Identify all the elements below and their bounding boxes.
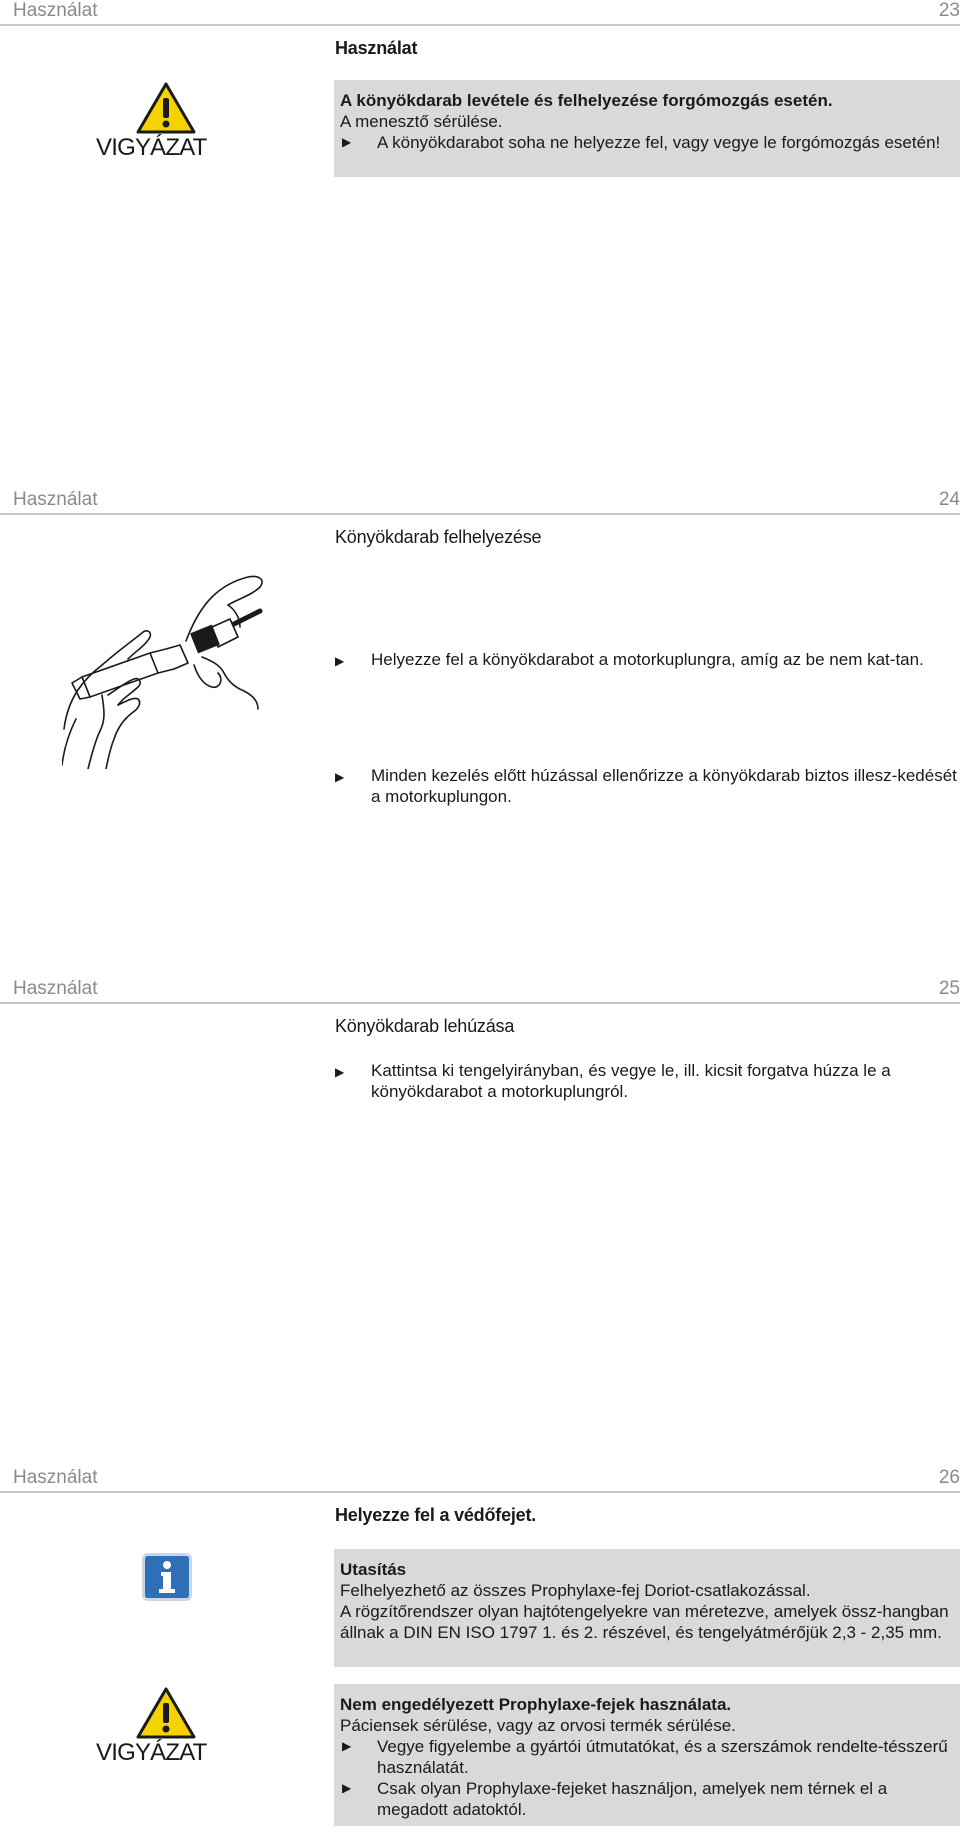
header-divider bbox=[0, 513, 960, 515]
page-header-section: Használat bbox=[13, 1467, 98, 1488]
instruction-text: Minden kezelés előtt húzással ellenőrizze a könyökdarab biztos illesz-kedését a motorkuplungon. bbox=[371, 766, 957, 806]
caution-step bbox=[340, 1778, 954, 1820]
caution-step-text: A könyökdarabot soha ne helyezze fel, vagy vegye le forgómozgás esetén! bbox=[377, 133, 941, 152]
bullet-arrow-icon: ▶ bbox=[335, 1065, 345, 1079]
section-heading: Könyökdarab felhelyezése bbox=[335, 527, 542, 547]
section-heading: Könyökdarab lehúzása bbox=[335, 1016, 515, 1036]
instruction-text: Helyezze fel a könyökdarabot a motorkuplungra, amíg az be nem kat-tan. bbox=[371, 650, 924, 669]
header-divider bbox=[0, 1002, 960, 1004]
page-24 bbox=[0, 489, 960, 979]
page-25 bbox=[0, 978, 960, 1468]
caution-box bbox=[334, 80, 960, 177]
header-divider bbox=[0, 24, 960, 26]
section-heading: Használat bbox=[335, 38, 418, 58]
note-text: Felhelyezhető az összes Prophylaxe-fej Doriot-csatlakozással. bbox=[340, 1581, 811, 1600]
page-header-section: Használat bbox=[13, 489, 98, 510]
caution-symbol bbox=[96, 82, 236, 162]
caution-step bbox=[340, 1736, 954, 1778]
caution-step bbox=[340, 132, 954, 153]
bullet-arrow-icon: ▶ bbox=[342, 135, 352, 149]
header-divider bbox=[0, 1491, 960, 1493]
page-number: 23 bbox=[938, 0, 960, 21]
page-number: 26 bbox=[938, 1467, 960, 1488]
page-number: 25 bbox=[938, 978, 960, 999]
section-heading: Helyezze fel a védőfejet. bbox=[335, 1505, 537, 1525]
caution-step-text: Vegye figyelembe a gyártói útmutatókat, és a szerszámok rendelte-tésszerű használatát. bbox=[377, 1737, 948, 1777]
caution-title: Nem engedélyezett Prophylaxe-fejek használata. bbox=[340, 1695, 732, 1714]
note-box bbox=[334, 1549, 960, 1667]
instruction-step bbox=[335, 649, 960, 670]
caution-symbol bbox=[96, 1687, 236, 1767]
page-header-section: Használat bbox=[13, 0, 98, 21]
instruction-step bbox=[335, 765, 960, 807]
caution-title: A könyökdarab levétele és felhelyezése forgómozgás esetén. bbox=[340, 91, 833, 110]
handpiece-illustration bbox=[62, 569, 272, 769]
caution-label: VIGYÁZAT bbox=[96, 134, 207, 161]
bullet-arrow-icon: ▶ bbox=[342, 1739, 352, 1753]
caution-consequence: A menesztő sérülése. bbox=[340, 112, 503, 131]
note-title: Utasítás bbox=[340, 1560, 407, 1579]
bullet-arrow-icon: ▶ bbox=[342, 1781, 352, 1795]
instruction-step bbox=[335, 1060, 960, 1102]
caution-step-text: Csak olyan Prophylaxe-fejeket használjon, amelyek nem térnek el a megadott adatoktól. bbox=[377, 1779, 888, 1819]
note-text: A rögzítőrendszer olyan hajtótengelyekre van méretezve, amelyek össz-hangban állnak a DIN EN ISO 1797 1. és 2. részével, és tengelyátmérőjük 2,3 - 2,35 mm. bbox=[340, 1602, 949, 1642]
page-number: 24 bbox=[938, 489, 960, 510]
info-icon bbox=[142, 1553, 192, 1601]
page-header-section: Használat bbox=[13, 978, 98, 999]
page-23 bbox=[0, 0, 960, 490]
instruction-text: Kattintsa ki tengelyirányban, és vegye le, ill. kicsit forgatva húzza le a könyökdarabot a motorkuplungról. bbox=[371, 1061, 891, 1101]
caution-consequence: Páciensek sérülése, vagy az orvosi termék sérülése. bbox=[340, 1716, 736, 1735]
bullet-arrow-icon: ▶ bbox=[335, 770, 345, 784]
page-26 bbox=[0, 1467, 960, 1832]
warning-triangle-icon bbox=[136, 1687, 196, 1739]
caution-box bbox=[334, 1684, 960, 1826]
caution-label: VIGYÁZAT bbox=[96, 1739, 207, 1766]
bullet-arrow-icon: ▶ bbox=[335, 654, 345, 668]
warning-triangle-icon bbox=[136, 82, 196, 134]
